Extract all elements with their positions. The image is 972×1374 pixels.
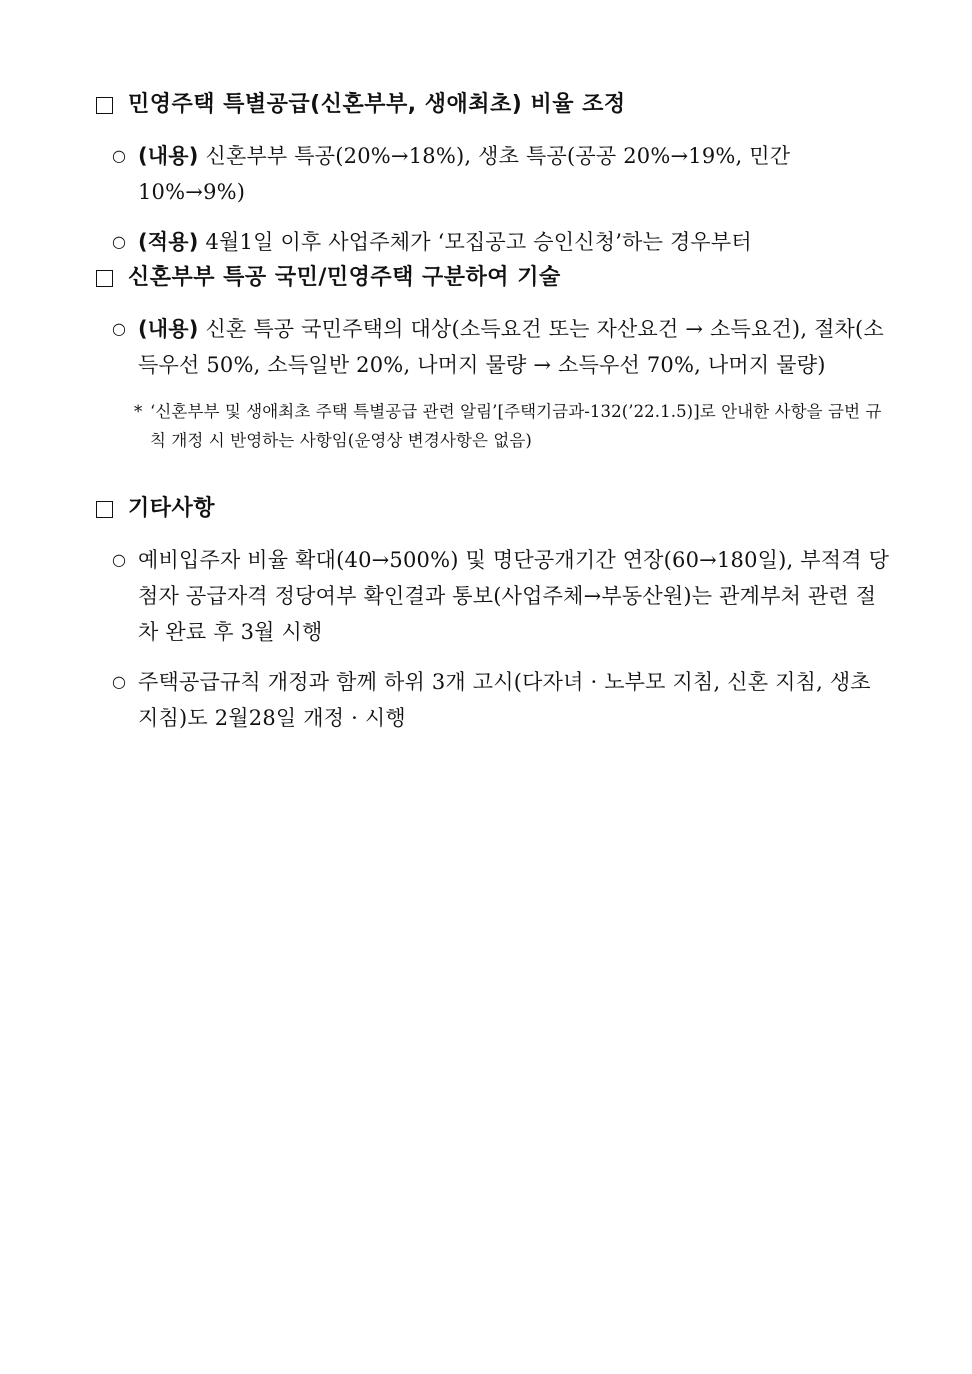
circle-bullet-icon: ○ (112, 146, 127, 165)
list-item (96, 224, 892, 260)
section-newlywed-supply (96, 263, 892, 455)
checkbox-square-icon (96, 97, 113, 114)
item-text: 신혼부부 특공(20%→18%), 생초 특공(공공 20%→19%, 민간 10%→9%) (138, 144, 791, 204)
circle-bullet-icon: ○ (112, 550, 127, 569)
section-heading (96, 494, 892, 524)
item-text: 신혼 특공 국민주택의 대상(소득요건 또는 자산요건 → 소득요건), 절차(소득우선 50%, 소득일반 20%, 나머지 물량 → 소득우선 70%, 나머지 물량) (138, 317, 884, 377)
footnote-text: ‘신혼부부 및 생애최초 주택 특별공급 관련 알림’[주택기금과-132(’22.1.5)]로 안내한 사항을 금번 규칙 개정 시 반영하는 사항임(운영상 변경사항은 없음) (150, 402, 882, 450)
list-item (96, 542, 892, 650)
item-tag: (내용) (138, 317, 199, 341)
section-heading (96, 90, 892, 120)
circle-bullet-icon: ○ (112, 232, 127, 251)
item-text: 4월1일 이후 사업주체가 ‘모집공고 승인신청’하는 경우부터 (205, 230, 752, 254)
checkbox-square-icon (96, 501, 113, 518)
item-tag: (내용) (138, 144, 199, 168)
footnote (96, 397, 892, 455)
item-text: 주택공급규칙 개정과 함께 하위 3개 고시(다자녀 · 노부모 지침, 신혼 지침, 생초 지침)도 2월28일 개정 · 시행 (138, 670, 871, 730)
section-special-supply-ratio (96, 90, 892, 260)
list-item (96, 311, 892, 383)
checkbox-square-icon (96, 270, 113, 287)
circle-bullet-icon: ○ (112, 319, 127, 338)
circle-bullet-icon: ○ (112, 672, 127, 691)
section-title: 기타사항 (128, 496, 216, 521)
section-other-matters (96, 494, 892, 736)
section-title: 민영주택 특별공급(신혼부부, 생애최초) 비율 조정 (128, 92, 626, 117)
section-title: 신혼부부 특공 국민/민영주택 구분하여 기술 (128, 265, 561, 290)
item-tag: (적용) (138, 230, 199, 254)
list-item (96, 138, 892, 210)
section-heading (96, 263, 892, 293)
item-text: 예비입주자 비율 확대(40→500%) 및 명단공개기간 연장(60→180일), 부적격 당첨자 공급자격 정당여부 확인결과 통보(사업주체→부동산원)는 관계부처 관련 절차 완료 후 3월 시행 (138, 548, 890, 644)
asterisk-mark: * (134, 402, 143, 421)
list-item (96, 664, 892, 736)
